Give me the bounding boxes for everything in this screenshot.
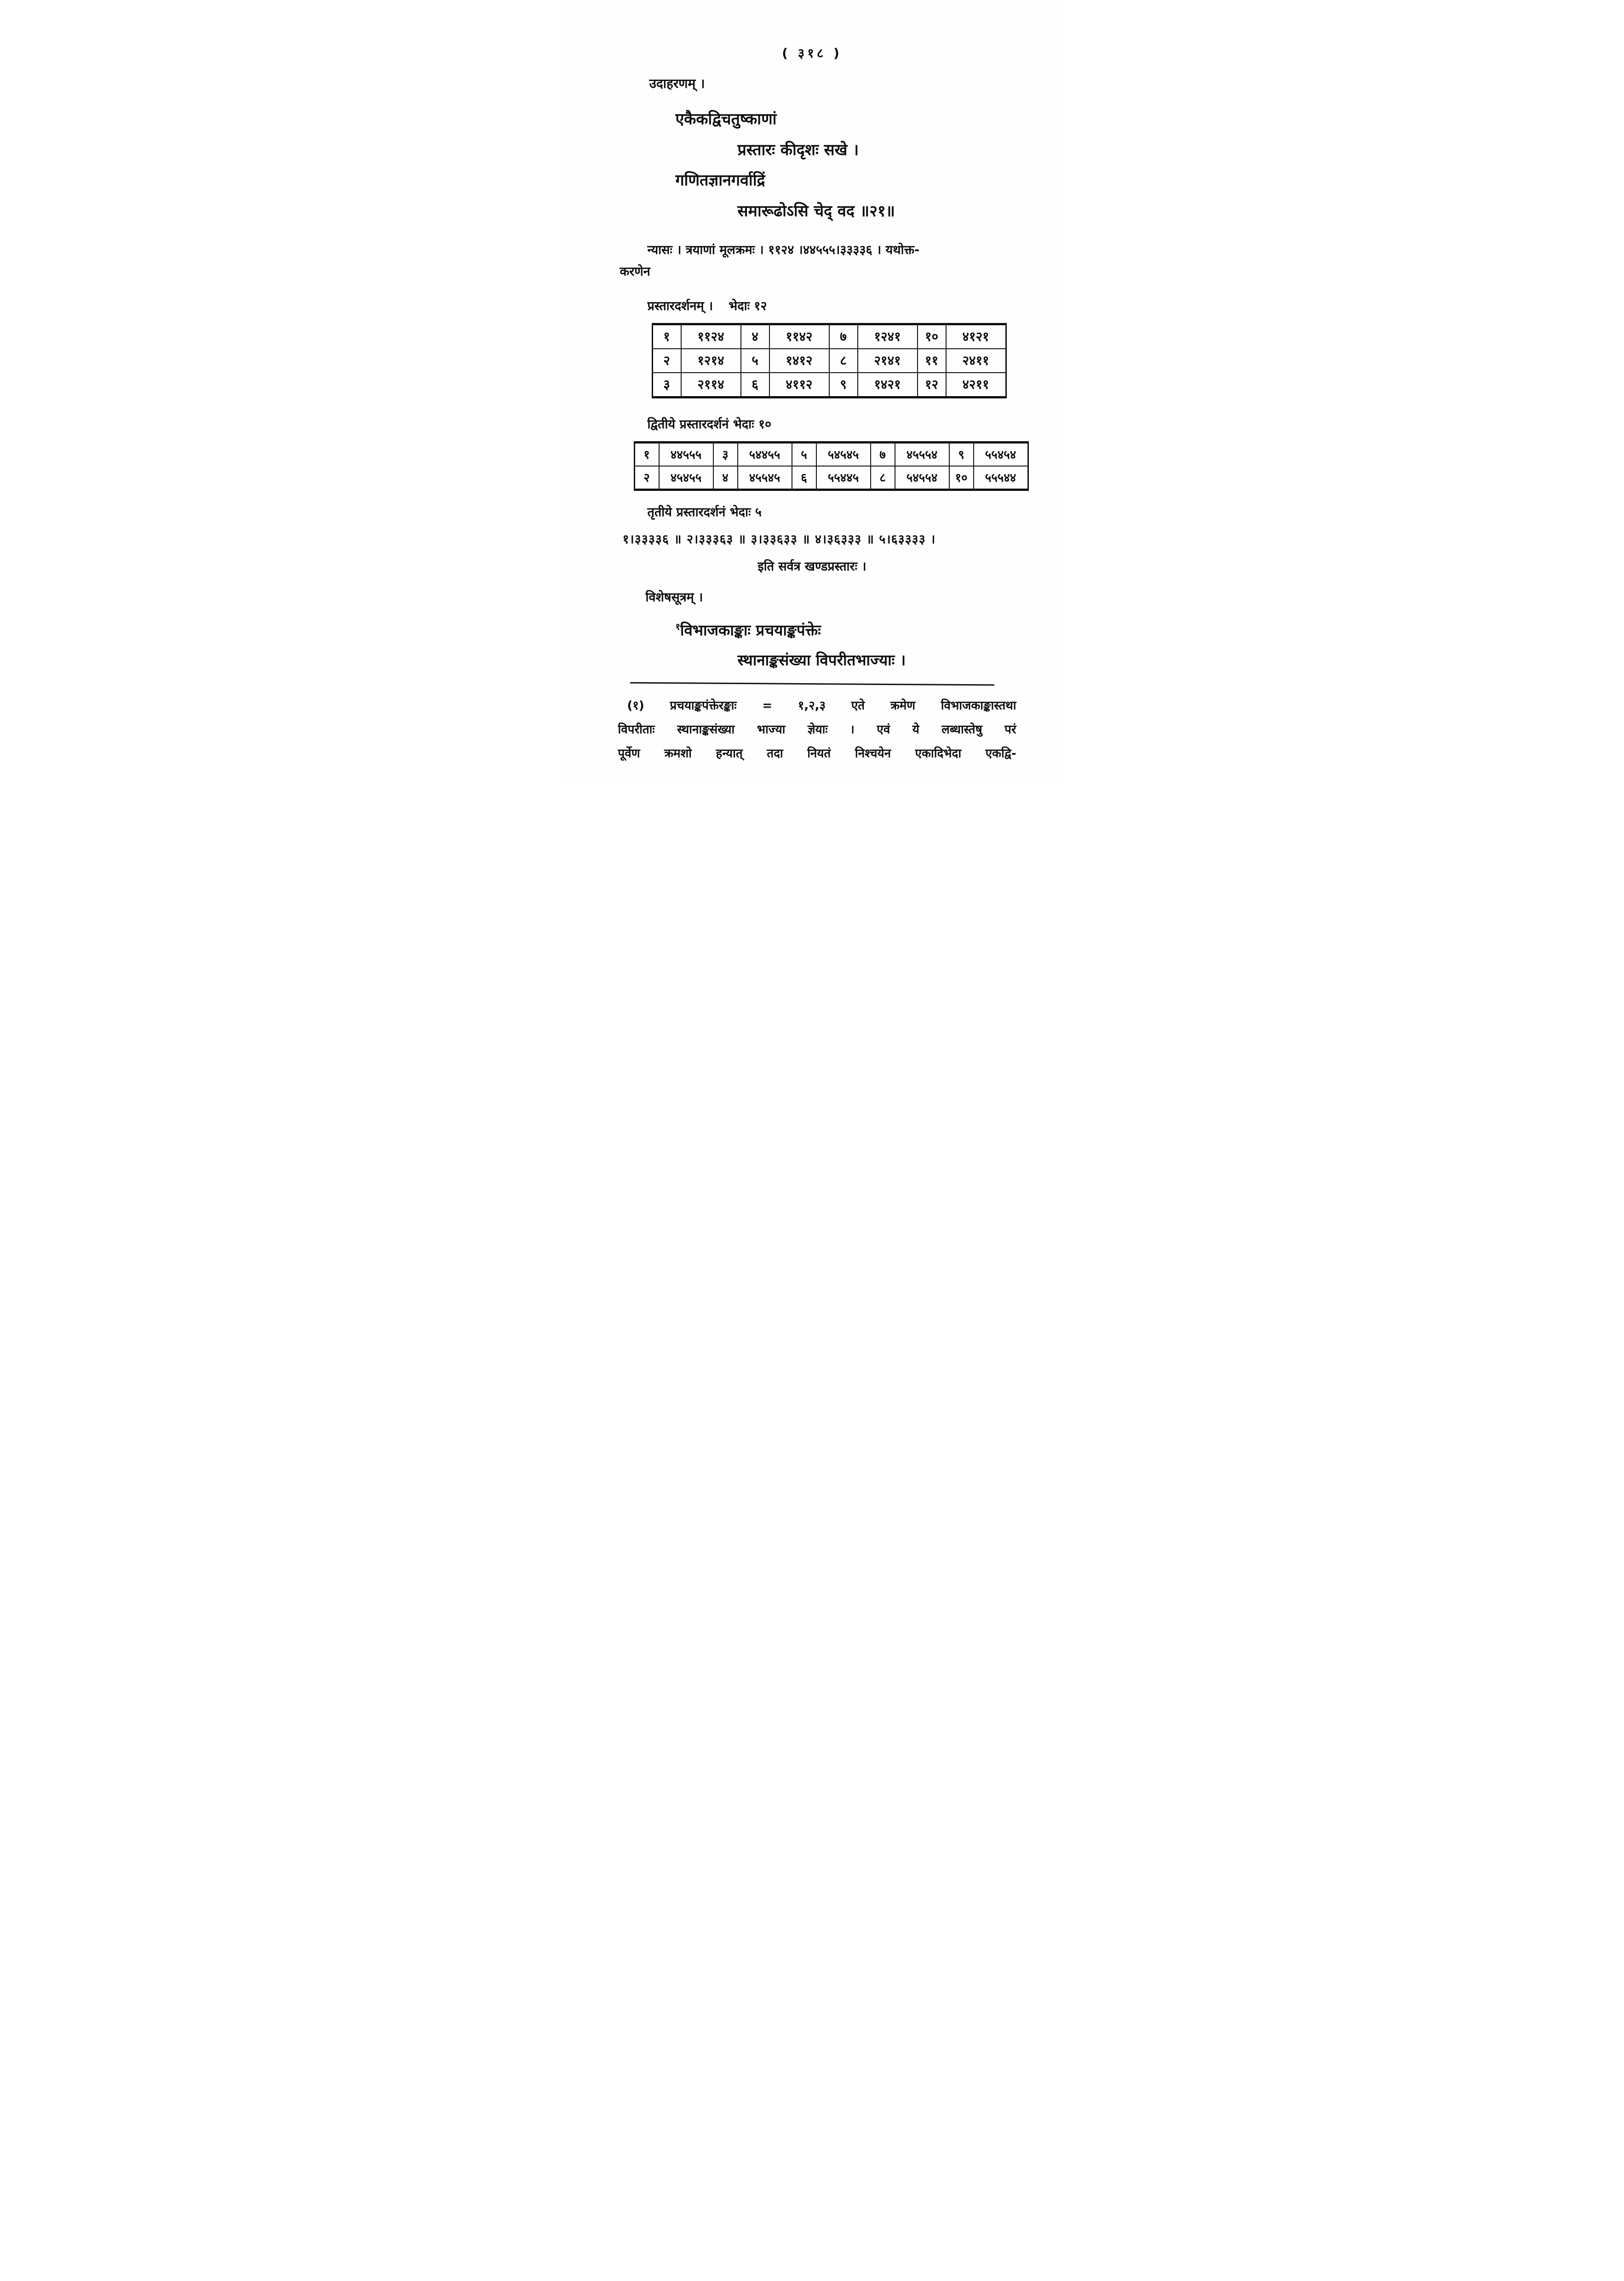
table-cell: ५ [741, 349, 769, 373]
table-cell: ८ [829, 349, 858, 373]
table-cell: ४२११ [946, 373, 1006, 397]
table-cell: ३ [713, 442, 738, 466]
table-cell: १२४१ [858, 324, 918, 349]
special-verse-line-1-text: विभाजकाङ्काः प्रचयाङ्कपंक्तेः [680, 621, 821, 639]
table-cell: १ [652, 324, 681, 349]
nyasa-line-1: न्यासः । त्रयाणां मूलक्रमः । ११२४ ।४४५५५।३३३३६ । यथोक्त- [647, 243, 920, 257]
verse-21-line-3: गणितज्ञानगर्वाद्रिं [675, 171, 765, 190]
table-cell: ७ [871, 442, 895, 466]
table-cell: १४१२ [769, 349, 829, 373]
table-cell: २११४ [681, 373, 741, 397]
book-page [558, 0, 1066, 784]
third-prastara-title: तृतीये प्रस्तारदर्शनं [647, 505, 726, 519]
footnote-line-2: विपरीताः स्थानाङ्कसंख्या भाज्या ज्ञेयाः । एवं ये लब्धास्तेषु परं [618, 723, 1016, 737]
table-cell: ३ [652, 373, 681, 397]
table-cell: ११४२ [769, 324, 829, 349]
table-cell: १० [949, 466, 974, 490]
table-cell: ५५५४४ [974, 466, 1028, 490]
table-cell: ४११२ [769, 373, 829, 397]
second-prastara-table [634, 441, 1029, 491]
table-cell: ११२४ [681, 324, 741, 349]
table-cell: ५४५४५ [816, 442, 871, 466]
page-number: ( ३१८ ) [782, 46, 842, 61]
verse-21-line-1: एकैकद्विचतुष्काणां [675, 110, 777, 128]
table-cell: १० [918, 324, 946, 349]
second-prastara-title: द्वितीये प्रस्तारदर्शनं [647, 417, 729, 432]
table-cell: ९ [949, 442, 974, 466]
colophon-line: इति सर्वत्र खण्डप्रस्तारः । [757, 559, 867, 574]
third-prastara-heading [648, 503, 1039, 520]
nyasa-paragraph [620, 239, 1039, 283]
table-cell: २१४१ [858, 349, 918, 373]
table-row [652, 349, 1006, 373]
table-cell: २ [634, 466, 659, 490]
second-prastara-bheda-count: भेदाः १० [733, 417, 772, 432]
table-cell: १२१४ [681, 349, 741, 373]
first-prastara-table [652, 323, 1007, 398]
table-cell: ४ [741, 324, 769, 349]
table-cell: ४ [713, 466, 738, 490]
footnote-line-3: पूर्वेण क्रमशो हन्यात् तदा नियतं निश्चयेन एकादिभेदा एकद्वि- [618, 747, 1016, 760]
table-cell: ६ [741, 373, 769, 397]
table-cell: २ [652, 349, 681, 373]
verse-21-line-2: प्रस्तारः कीदृशः सखे । [737, 140, 859, 159]
table-cell: ४५५५४ [895, 442, 949, 466]
table-cell: ४५५४५ [738, 466, 792, 490]
example-heading: उदाहरणम् । [649, 76, 705, 91]
table-cell: ५ [792, 442, 816, 466]
special-rule-heading: विशेषसूत्रम् । [645, 590, 703, 605]
table-cell: ५५४४५ [816, 466, 871, 490]
table-cell: ६ [792, 466, 816, 490]
table-cell: ८ [871, 466, 895, 490]
table-cell: ४४५५५ [659, 442, 713, 466]
special-rule-verse [586, 621, 1039, 670]
table-cell: ९ [829, 373, 858, 397]
table-row [652, 373, 1006, 397]
table-cell: ५४४५५ [738, 442, 792, 466]
table-row [634, 442, 1028, 466]
table-row [652, 324, 1006, 349]
first-prastara-heading [648, 297, 1039, 314]
first-prastara-title: प्रस्तारदर्शनम् । [647, 299, 713, 313]
table-cell: ७ [829, 324, 858, 349]
third-prastara-bheda-count: भेदाः ५ [729, 505, 762, 519]
verse-21 [586, 109, 1039, 221]
second-prastara-heading [648, 415, 1039, 432]
table-cell: १४२१ [858, 373, 918, 397]
table-cell: १ [634, 442, 659, 466]
nyasa-line-2: करणेन [620, 265, 650, 279]
footnote-block [618, 694, 1016, 766]
special-verse-line-1 [676, 621, 1039, 639]
special-verse-line-2: स्थानाङ्कसंख्या विपरीतभाज्याः । [737, 651, 906, 669]
footnote-marker: १ [675, 621, 680, 632]
third-prastara-sequence: १।३३३३६ ॥ २।३३३६३ ॥ ३।३३६३३ ॥ ४।३६३३३ ॥ ५।६३३३३ । [622, 532, 936, 547]
first-prastara-bheda-count: भेदाः १२ [729, 299, 767, 313]
table-cell: ५४५५४ [895, 466, 949, 490]
table-cell: ११ [918, 349, 946, 373]
table-cell: १२ [918, 373, 946, 397]
table-cell: ५५४५४ [974, 442, 1028, 466]
table-row [634, 466, 1028, 490]
table-cell: २४११ [946, 349, 1006, 373]
table-cell: ४५४५५ [659, 466, 713, 490]
footnote-line-1: (१) प्रचयाङ्कपंक्तेरङ्काः = १,२,३ एते क्रमेण विभाजकाङ्कास्तथा [627, 699, 1016, 713]
verse-21-line-4: समारूढोऽसि चेद् वद ॥२१॥ [737, 202, 895, 220]
footnote-divider [630, 682, 994, 686]
table-cell: ४१२१ [946, 324, 1006, 349]
